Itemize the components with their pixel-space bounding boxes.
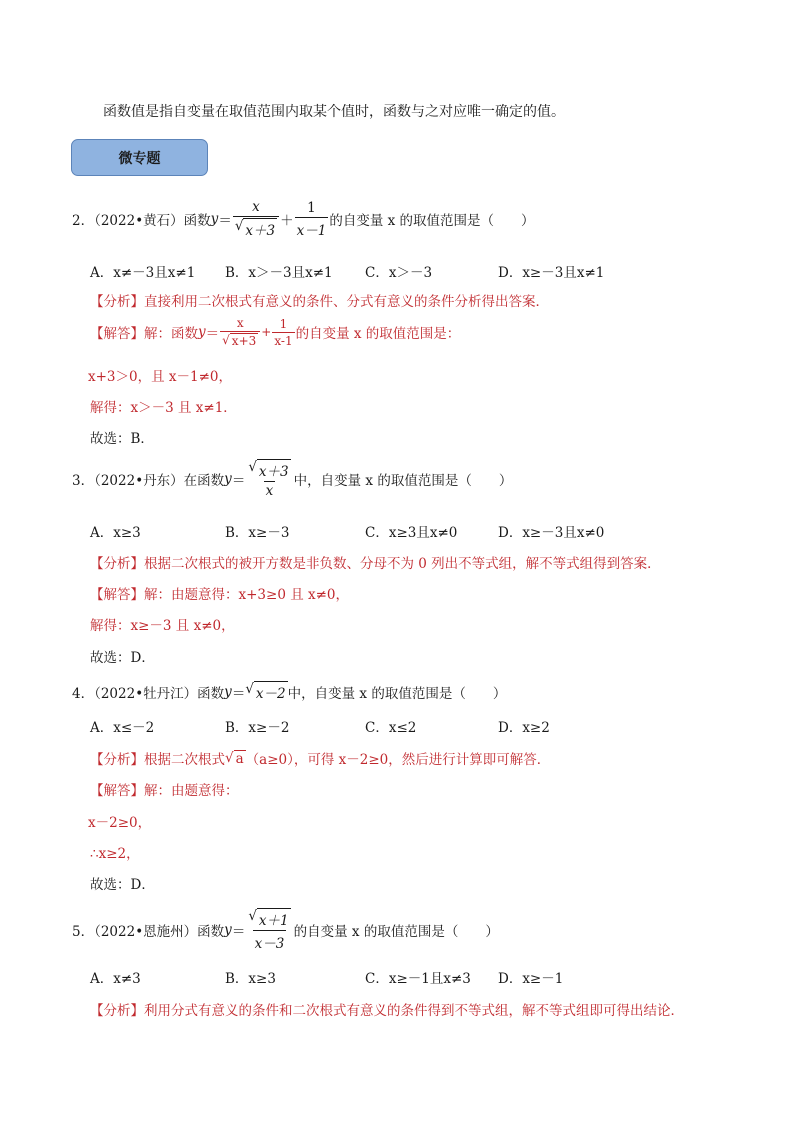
- q2-answer: 故选：B．: [90, 431, 154, 447]
- q3-step-2: 解得：x≥－3 且 x≠0，: [90, 618, 235, 634]
- q2-sol-frac1-num: x: [236, 316, 244, 330]
- q2-step-1: x+3＞0，且 x－1≠0，: [88, 369, 232, 385]
- q3-answer: 故选：D．: [90, 650, 155, 666]
- q3-frac-denominator: x: [265, 483, 274, 499]
- q2-suffix: 的自变量 x 的取值范围是（ ）: [329, 213, 535, 229]
- q4-prefix: 4．（2022•牡丹江）函数: [72, 685, 225, 702]
- q3-solution-tag: 【解答】: [90, 587, 144, 603]
- q2-solution-prefix: 解：函数: [144, 326, 198, 342]
- q3-solution-text: 解：由题意得：x+3≥0 且 x≠0，: [144, 587, 350, 603]
- q5-frac-denominator: x－3: [253, 930, 287, 952]
- q2-solution-y: y: [198, 324, 206, 340]
- q2-solution-frac-1: [220, 316, 260, 348]
- q4-step-2: ∴x≥2，: [90, 846, 140, 862]
- q3-option-b: B．x≥－3: [225, 525, 290, 541]
- question-5-stem: [72, 908, 499, 952]
- q5-option-b: B．x≥3: [225, 971, 276, 987]
- q3-analysis: [90, 552, 661, 572]
- q3-y: y: [224, 471, 232, 487]
- q2-frac2-denominator: x－1: [295, 217, 329, 239]
- q5-prefix: 5．（2022•恩施州）函数: [72, 924, 225, 940]
- q3-solution: [90, 583, 349, 603]
- intro-text: 函数值是指自变量在取值范围内取某个值时，函数与之对应唯一确定的值。: [103, 104, 565, 120]
- q2-frac1-denominator: √ x＋3: [233, 216, 279, 239]
- q5-option-c: C．x≥－1且x≠3: [365, 971, 471, 987]
- q4-y: y: [224, 683, 232, 700]
- q4-analysis-tag: 【分析】: [90, 752, 144, 768]
- q2-solution-tag: 【解答】: [90, 326, 144, 342]
- q5-eq: ＝: [231, 924, 246, 940]
- q3-suffix: 中，自变量 x 的取值范围是（ ）: [293, 473, 513, 489]
- q5-option-d: D．x≥－1: [498, 971, 564, 987]
- q4-analysis-a: 根据二次根式: [144, 752, 225, 768]
- q4-option-c: C．x≤2: [365, 720, 417, 736]
- q5-frac-radicand: x＋1: [257, 908, 291, 929]
- q2-analysis-tag: 【分析】: [90, 294, 144, 310]
- q2-option-d: D．x≥－3且x≠1: [498, 265, 605, 281]
- q2-frac2-numerator: 1: [307, 199, 316, 216]
- q5-analysis-text: 利用分式有意义的条件和二次根式有意义的条件得到不等式组，解不等式组即可得出结论．: [144, 1003, 684, 1019]
- q4-eq: ＝: [231, 685, 246, 702]
- q4-analysis-b: （a≥0），可得 x－2≥0，然后进行计算即可解答．: [245, 752, 551, 768]
- q2-sol-frac1-den: √ x+3: [220, 331, 260, 348]
- q2-y: y: [210, 211, 219, 227]
- q2-sol-frac2-num: 1: [279, 316, 288, 331]
- q3-option-a: A．x≥3: [90, 525, 141, 541]
- q3-prefix: 3．（2022•丹东）在函数: [72, 473, 225, 489]
- q2-sol-frac1-radicand: x+3: [231, 334, 257, 348]
- q5-analysis: [90, 999, 684, 1019]
- q2-option-a: A．x≠－3且x≠1: [90, 265, 196, 281]
- question-4-stem: 4．（2022•牡丹江）函数 y ＝ √ x－2 中，自变量 x 的取值范围是（ ）: [72, 681, 507, 702]
- question-2-stem: [72, 199, 535, 239]
- q2-eq: ＝: [218, 213, 232, 229]
- q2-analysis-text: 直接利用二次根式有意义的条件、分式有意义的条件分析得出答案．: [144, 294, 549, 310]
- q2-solution-suffix: 的自变量 x 的取值范围是：: [295, 326, 461, 342]
- q4-analysis-radicand: a: [235, 750, 244, 767]
- q2-fraction-2: [295, 200, 329, 239]
- q4-answer: 故选：D．: [90, 877, 155, 893]
- q2-solution-plus: +: [261, 325, 272, 339]
- q2-analysis: [90, 290, 549, 310]
- q3-frac-numerator: √ x＋3: [248, 459, 289, 480]
- q4-suffix: 中，自变量 x 的取值范围是（ ）: [287, 685, 507, 702]
- q4-solution: [90, 779, 239, 799]
- q2-sol-frac2-den: x-1: [274, 333, 293, 348]
- q2-plus: ＋: [280, 213, 294, 229]
- q3-fraction: [246, 459, 292, 499]
- q2-solution-eq: ＝: [205, 326, 220, 342]
- q4-option-a: A．x≤－2: [90, 720, 155, 736]
- q3-option-d: D．x≥－3且x≠0: [498, 525, 605, 541]
- q3-frac-radicand: x＋3: [257, 459, 291, 480]
- q4-radicand: x－2: [254, 681, 288, 702]
- q2-option-c: C．x＞－3: [365, 265, 433, 281]
- q4-option-b: B．x≥－2: [225, 720, 290, 736]
- q3-analysis-tag: 【分析】: [90, 556, 144, 572]
- q2-solution: [90, 316, 460, 348]
- q2-step-2: 解得：x＞－3 且 x≠1．: [90, 400, 237, 416]
- q2-fraction-1: [233, 199, 279, 239]
- q4-solution-tag: 【解答】: [90, 783, 144, 799]
- topic-label: 微专题: [71, 139, 208, 176]
- q2-frac1-radicand: x＋3: [243, 218, 277, 239]
- q2-prefix: 2．（2022•黄石）函数: [72, 213, 211, 229]
- q5-frac-numerator: √ x＋1: [248, 908, 289, 929]
- q5-suffix: 的自变量 x 的取值范围是（ ）: [293, 924, 499, 940]
- q2-frac1-numerator: x: [252, 199, 260, 215]
- q4-solution-text: 解：由题意得：: [144, 783, 239, 799]
- q3-eq: ＝: [231, 473, 246, 489]
- q2-solution-frac-2: [272, 317, 294, 348]
- q2-option-b: B．x＞－3且x≠1: [225, 265, 333, 281]
- q3-option-c: C．x≥3且x≠0: [365, 525, 458, 541]
- q4-analysis: 【分析】 根据二次根式 √ a （a≥0），可得 x－2≥0，然后进行计算即可解答．: [90, 749, 551, 768]
- q5-analysis-tag: 【分析】: [90, 1003, 144, 1019]
- q5-fraction: [246, 908, 292, 952]
- q3-analysis-text: 根据二次根式的被开方数是非负数、分母不为 0 列出不等式组，解不等式组得到答案．: [144, 556, 661, 572]
- q4-step-1: x－2≥0，: [88, 815, 152, 831]
- q5-option-a: A．x≠3: [90, 971, 141, 987]
- question-3-stem: [72, 459, 512, 499]
- q4-option-d: D．x≥2: [498, 720, 550, 736]
- q5-y: y: [224, 922, 232, 938]
